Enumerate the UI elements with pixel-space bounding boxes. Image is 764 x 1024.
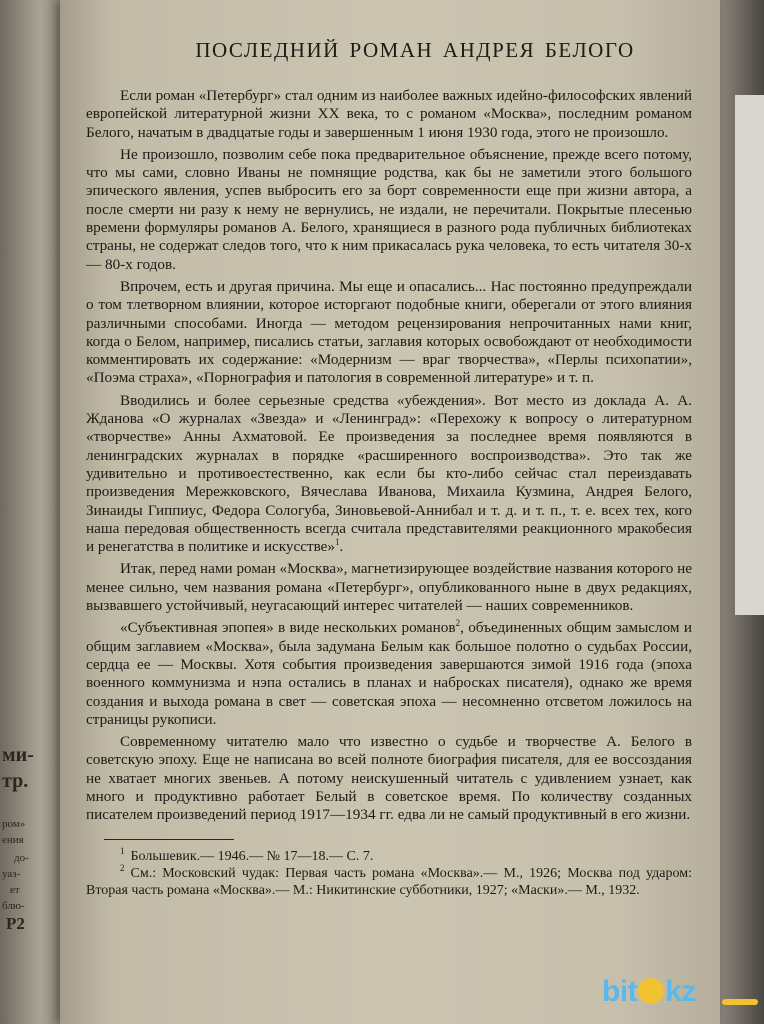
watermark-logo [602,975,762,1013]
left-page-fragment: уаз- [2,868,21,880]
paragraph: Вводились и более серьезные средства «убеждения». Вот место из доклада А. А. Жданова «О журналах «Звезда» и «Ленинград»: «Перехожу к вопросу о литературном «творчестве» Анны Ахматовой. Ее произведения за последнее время появляются в ленинградских журналах в порядке «расширенного воспроизводства». Это так же удивительно и противоестественно, как если бы кто-либо сейчас стал переиздавать произведения Мережковского, Вячеслава Иванова, Михаила Кузмина, Андрея Белого, Зинаиды Гиппиус, Федора Сологуба, Зиновьевой-Аннибал и т. д. и т. п., т. е. всех тех, кого наша передовая общественность всегда считала представителями реакционного мракобесия и ренегатства в политике и искусстве»$^1$. [86,391,692,556]
smiley-icon [638,978,664,1004]
paragraph-text: «Субъективная эпопея» в виде нескольких романов [120,619,456,637]
footnote-mark: 1 [335,537,340,548]
paragraph: Не произошло, позволим себе пока предварительное объяснение, прежде всего потому, что мы сами, словно Иваны не помнящие родства, как бы не заметили этого большого эпического явления, успев выбросить его за борт современности еще при жизни автора, а после смерти ни разу к нему не вернулись, не издали, не перечитали. Покрытые плесенью времени формуляры романов А. Белого, хранящиеся в разного рода публичных библиотеках страны, не содержат следов того, что к ним прикасалась рука человека, то есть читателя 30-х — 80-х годов. [86,145,692,273]
left-page-edge [0,0,66,1024]
page-content [86,38,692,899]
watermark-text: z [681,975,696,1008]
page-title: ПОСЛЕДНИЙ РОМАН АНДРЕЯ БЕЛОГО [195,38,635,62]
left-page-fragment: блю- [2,900,25,912]
paragraph: Итак, перед нами роман «Москва», магнетизирующее воздействие названия которого не менее сильно, чем названия романа «Петербург», опубликованного ныне в двух редакциях, вызвавшего устойчивый, неугасающий интерес читателей — наших современников. [86,560,692,615]
left-page-fragment: ения [2,834,24,846]
paragraph [86,619,692,729]
footnote-divider [104,839,234,840]
footnote-number: 1 [120,845,125,856]
footnote [86,862,692,899]
left-page-fragment: до- [14,852,29,864]
footnote [86,845,692,865]
paragraph: Современному читателю мало что известно о судьбе и творчестве А. Белого в советскую эпоху. Еще не написана во всей полноте биография писателя, для ее воссоздания не хватает многих звеньев. А потому неискушенный читатель с удивлением узнает, как много и продуктивно работает Белый в советское время. По количеству созданных писателем произведений период 1917—1934 гг. едва ли не самый продуктивный в его жизни. [86,733,692,824]
left-page-fragment: ет [10,884,20,896]
footnote-text: Большевик.— 1946.— № 17—18.— С. 7. [130,848,374,864]
footnote-text: См.: Московский чудак: Первая часть романа «Москва».— М., 1926; Москва под ударом: Вторая часть романа «Москва».— М.: Никитинские субботники, 1927; «Маски».— М., 1932. [86,865,692,898]
paragraph: Впрочем, есть и другая причина. Мы еще и опасались... Нас постоянно предупреждали о том тлетворном влиянии, которое исторгают подобные книги, оберегали от этого влияния различными способами. Иногда — методом рецензирования непрочитанных нами книг, когда о Белом, например, писались статьи, заглавия которых освобождают от необходимости комментировать их содержание: «Модернизм — враг творчества», «Перлы психопатии», «Поэма страха», «Порнография и патология в современной литературе» и т. п. [86,277,692,387]
left-page-fragment: Р2 [6,914,25,933]
left-page-fragment: тр. [2,770,29,792]
left-page-fragment: ром» [2,818,26,830]
paragraph: Если роман «Петербург» стал одним из наиболее важных идейно-философских явлений европейской литературной жизни XX века, то с романом «Москва», последним романом Белого, начатым в двадцатые годы и завершенным 1 июня 1930 года, этого не произошло. [86,87,692,141]
watermark-text: bit [602,975,638,1008]
watermark-text: k [665,975,682,1008]
paragraph-text: Вводились и более серьезные средства «убеждения». Вот место из доклада А. А. Жданова «О журналах «Звезда» и «Ленинград»: «Перехожу к вопросу о литературном «творчестве» Анны Ахматовой. Ее произведения за последнее время появляются в ленинградских журналах в порядке «расширенного воспроизводства». Это так же удивительно и противоестественно, как если бы кто-либо сейчас стал переиздавать произведения Мережковского, Вячеслава Иванова, Михаила Кузмина, Андрея Белого, Зинаиды Гиппиус, Федора Сологуба, Зиновьевой-Аннибал и т. д. и т. п., т. е. всех тех, кого наша передовая общественность всегда считала представителями реакционного мракобесия и ренегатства в политике и искусстве» [86,391,692,556]
paragraph-text: , объединенных общим замыслом и общим заглавием «Москва», была задумана Белым как большое полотно о судьбах России, сердца ее — Москвы. Хотя события произведения завершаются зимой 1916 года (эпоха военного коммунизма и нэпа остались в планах и набросках писателя), однако же время создания и выхода романа в свет — советская эпоха — несомненно отсветом ложилось на страницы рукописи. [86,619,692,728]
background-sheet [735,95,764,615]
footnote-mark: 2 [455,618,461,629]
footnote-number: 2 [120,862,125,873]
left-page-fragment: ми- [2,744,34,766]
book-page [60,0,720,1024]
swoosh-icon [722,999,758,1005]
